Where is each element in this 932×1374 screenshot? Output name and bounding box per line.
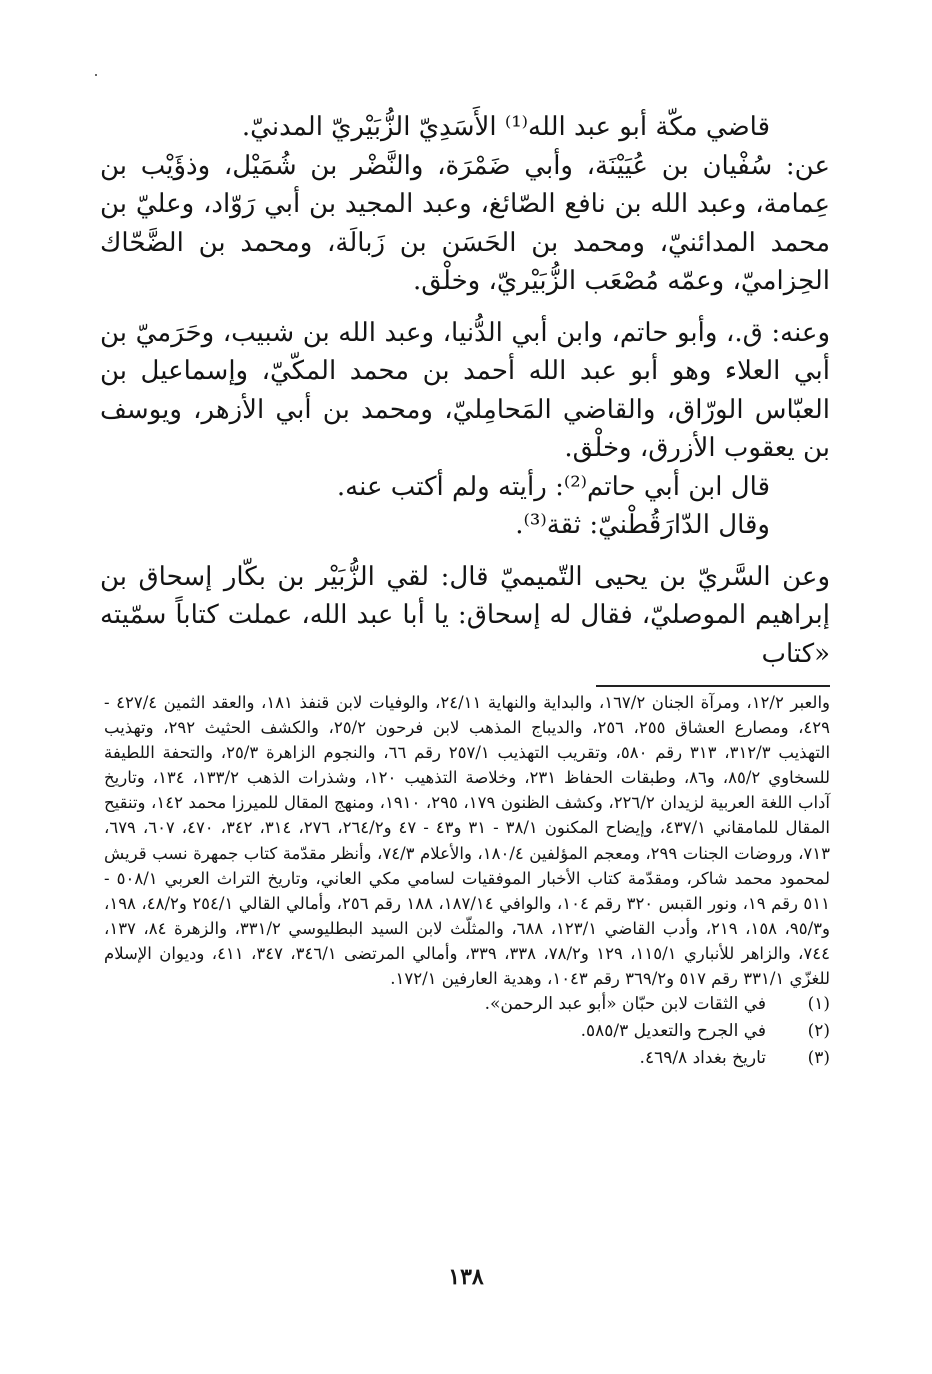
footnote-text: في الثقات لابن حبّان «أبو عبد الرحمن».	[484, 994, 766, 1015]
footnote-number: (٢)	[807, 1021, 830, 1042]
scan-speck	[95, 74, 97, 76]
footnotes-area	[104, 690, 830, 1072]
main-text	[100, 108, 830, 673]
footnote-3	[104, 1045, 830, 1072]
page-number: ١٣٨	[448, 1264, 484, 1290]
sources-continuation: والعبر ١٢/٢، ومرآة الجنان ١٦٧/٢، والبداية والنهاية ٢٤/١١، والوفيات لابن قنفذ ١٨١، والعقد الثمين ٤٢٧/٤ - ٤٢٩، ومصارع العشاق ٢٥٥، ٢٥٦، والديباج المذهب لابن فرحون ٢٥/٢، والكشف الحثيث ٢٩٢، وتهذيب التهذيب ٣١٢/٣، ٣١٣ رقم ٥٨٠، وتقريب التهذيب ٢٥٧/١ رقم ٦٦، والنجوم الزاهرة ٢٥/٣، والتحفة اللطيفة للسخاوي ٨٥/٢، و٨٦، وطبقات الحفاظ ٢٣١، وخلاصة التذهيب ١٢٠، وشذرات الذهب ١٣٣/٢، ١٣٤، وتاريخ آداب اللغة العربية لزيدان ٢٢٦/٢، وكشف الظنون ١٧٩، ٢٩٥، ١٩١٠، ومنهج المقال للميرزا محمد ١٤٢، وتنقيح المقال للمامقاني ٤٣٧/١، وإيضاح المكنون ٣٨/١ - ٣١ و٤٣ - ٤٧ و٢٦٤/٢، ٢٧٦، ٣١٤، ٣٤٢، ٤٧٠، ٦٠٧، ٦٧٩، ٧١٣، وروضات الجنات ٢٩٩، ومعجم المؤلفين ١٨٠/٤، والأعلام ٧٤/٣، وأنظر مقدّمة كتاب جمهرة نسب قريش لمحمود محمد شاكر، ومقدّمة كتاب الأخبار الموفقيات لسامي مكي العاني، وتاريخ التراث العربي ٥٠٨/١ - ٥١١ رقم ١٩، ونور القبس ٣٢٠ رقم ١٠٤، والوافي ١٨٧/١٤، ١٨٨ رقم ٢٥٦، وأمالي القالي ٢٥٤/١ و٤٨/٢، ١٩٨، و٩٥/٣، ١٥٨، ٢١٩، وأدب القاضي ١٢٣/١، ٦٨٨، والمثلّث لابن السيد البطليوسي ٣٣١/٢، والزهرة ٨٤، ١٣٧، ٧٤٤، والزاهر للأنباري ١١٥/١، ١٢٩ و٧٨/٢، ٣٣٨، ٣٣٩، وأمالي المرتضى ٣٤٦/١، ٣٤٧، ٤١١، وديوان الإسلام للغزّي ٣٣١/١ رقم ٥١٧ و٣٦٩/٢ رقم ١٠٤٣، وهدية العارفين ١٧٢/١.	[104, 693, 831, 989]
footnote-number: (٣)	[807, 1048, 830, 1069]
students-paragraph: وعنه: ق.، وأبو حاتم، وابن أبي الدُّنيا، وعبد الله بن شبيب، وحَرَميّ بن أبي العلاء وهو أبو عبد الله أحمد بن محمد المكّيّ، وإسماعيل بن العبّاس الورّاق، والقاضي المَحامِليّ، ومحمد بن أبي الأزهر، ويوسف بن يعقوب الأزرق، وخلْق.	[100, 317, 830, 463]
daraqutni-quote: وقال الدّارَقُطْنيّ: ثقة⁽³⁾.	[515, 510, 770, 540]
teachers-paragraph: عن: سُفْيان بن عُيَيْنَة، وأبي ضَمْرَة، والنَّضْر بن شُمَيْل، وذؤَيْب بن عِمامة، وعبد الله بن نافع الصّائغ، وعبد المجيد بن أبي رَوّاد، وعليّ بن محمد المدائنيّ، ومحمد بن الحَسَن بن زَبالَة، ومحمد بن الضَّحّاك الحِزاميّ، وعمّه مُصْعَب الزُّبَيْريّ، وخلْق.	[100, 150, 830, 296]
footnote-number: (١)	[807, 994, 830, 1015]
footnote-separator	[596, 685, 830, 687]
footnote-text: تاريخ بغداد ٤٦٩/٨.	[639, 1048, 766, 1069]
footnote-2	[104, 1018, 830, 1045]
ibn-abi-hatim-quote: قال ابن أبي حاتم⁽²⁾: رأيته ولم أكتب عنه.	[336, 471, 770, 502]
footnote-text: في الجرح والتعديل ٥٨٥/٣.	[580, 1021, 766, 1042]
biography-intro: قاضي مكّة أبو عبد الله⁽¹⁾ الأَسَدِيّ الزُّبَيْريّ المدنيّ.	[241, 112, 770, 142]
footnote-1	[104, 991, 830, 1018]
anecdote-paragraph: وعن السَّريّ بن يحيى التّميميّ قال: لقي الزُّبَيْر بن بكّار إسحاق بن إبراهيم الموصليّ، فقال له إسحاق: يا أبا عبد الله، عملت كتاباً سمّيته «كتاب	[100, 561, 830, 669]
